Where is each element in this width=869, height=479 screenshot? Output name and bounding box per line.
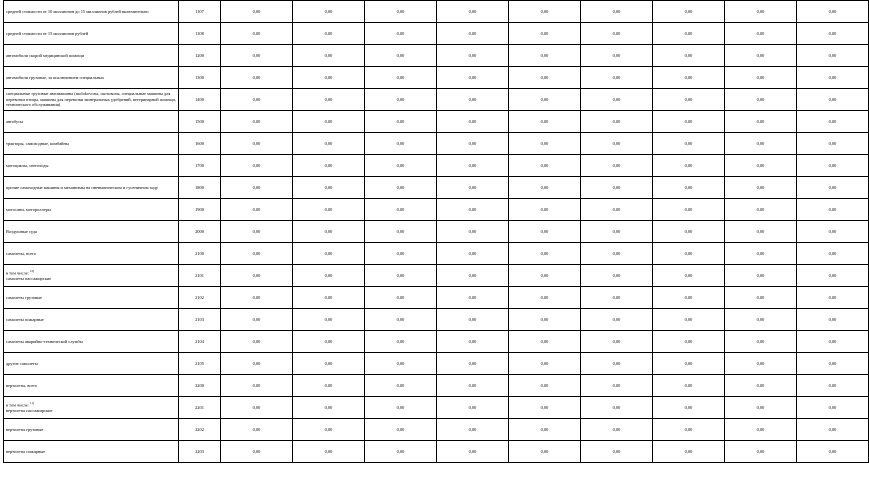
value-cell[interactable]: 0,00 xyxy=(581,309,653,331)
value-cell[interactable]: 0,00 xyxy=(293,331,365,353)
value-cell[interactable]: 0,00 xyxy=(797,265,869,287)
row-label xyxy=(4,397,179,419)
value-cell[interactable]: 0,00 xyxy=(581,1,653,23)
value-cell[interactable]: 0,00 xyxy=(509,441,581,463)
value-cell[interactable]: 0,00 xyxy=(581,199,653,221)
value-cell[interactable]: 0,00 xyxy=(797,111,869,133)
value-cell[interactable]: 0,00 xyxy=(581,111,653,133)
row-label: автобусы xyxy=(4,111,179,133)
value-cell[interactable]: 0,00 xyxy=(653,111,725,133)
value-cell[interactable]: 0,00 xyxy=(797,89,869,111)
value-cell[interactable]: 0,00 xyxy=(509,221,581,243)
value-cell[interactable]: 0,00 xyxy=(725,89,797,111)
value-cell[interactable]: 0,00 xyxy=(221,287,293,309)
value-cell[interactable]: 0,00 xyxy=(221,243,293,265)
value-cell[interactable]: 0,00 xyxy=(437,111,509,133)
footnote-marker: 10) xyxy=(29,268,35,273)
value-cell[interactable]: 0,00 xyxy=(365,199,437,221)
value-cell[interactable]: 0,00 xyxy=(509,133,581,155)
value-cell[interactable]: 0,00 xyxy=(653,1,725,23)
value-cell[interactable]: 0,00 xyxy=(437,375,509,397)
value-cell[interactable]: 0,00 xyxy=(293,287,365,309)
row-code: 2100 xyxy=(179,243,221,265)
value-cell[interactable]: 0,00 xyxy=(221,265,293,287)
row-code: 1107 xyxy=(179,1,221,23)
row-label: самолеты аварийно-технической службы xyxy=(4,331,179,353)
value-cell[interactable]: 0,00 xyxy=(365,265,437,287)
value-cell[interactable]: 0,00 xyxy=(797,23,869,45)
value-cell[interactable]: 0,00 xyxy=(725,419,797,441)
value-cell[interactable]: 0,00 xyxy=(509,331,581,353)
value-cell[interactable]: 0,00 xyxy=(509,155,581,177)
value-cell[interactable]: 0,00 xyxy=(581,331,653,353)
row-label: тракторы, самоходные, комбайны xyxy=(4,133,179,155)
row-code: 2105 xyxy=(179,353,221,375)
value-cell[interactable]: 0,00 xyxy=(437,177,509,199)
table-row xyxy=(4,155,869,177)
value-cell[interactable]: 0,00 xyxy=(581,375,653,397)
value-cell[interactable]: 0,00 xyxy=(293,155,365,177)
value-cell[interactable]: 0,00 xyxy=(437,243,509,265)
value-cell[interactable]: 0,00 xyxy=(653,287,725,309)
value-cell[interactable]: 0,00 xyxy=(653,265,725,287)
value-cell[interactable]: 0,00 xyxy=(653,45,725,67)
value-cell[interactable]: 0,00 xyxy=(221,397,293,419)
value-cell[interactable]: 0,00 xyxy=(797,133,869,155)
value-cell[interactable]: 0,00 xyxy=(293,177,365,199)
value-cell[interactable]: 0,00 xyxy=(509,45,581,67)
table-row xyxy=(4,243,869,265)
value-cell[interactable]: 0,00 xyxy=(293,67,365,89)
row-code: 1900 xyxy=(179,199,221,221)
value-cell[interactable]: 0,00 xyxy=(797,375,869,397)
value-cell[interactable]: 0,00 xyxy=(293,111,365,133)
value-cell[interactable]: 0,00 xyxy=(365,309,437,331)
row-code: 2203 xyxy=(179,441,221,463)
row-label xyxy=(4,265,179,287)
row-code: 1700 xyxy=(179,155,221,177)
row-label: мотосани, мотороллеры xyxy=(4,199,179,221)
row-label: мотоциклы, снегоходы xyxy=(4,155,179,177)
value-cell[interactable]: 0,00 xyxy=(725,243,797,265)
value-cell[interactable]: 0,00 xyxy=(725,23,797,45)
value-cell[interactable]: 0,00 xyxy=(581,89,653,111)
value-cell[interactable]: 0,00 xyxy=(509,1,581,23)
value-cell[interactable]: 0,00 xyxy=(365,1,437,23)
value-cell[interactable]: 0,00 xyxy=(221,375,293,397)
value-cell[interactable]: 0,00 xyxy=(293,419,365,441)
value-cell[interactable]: 0,00 xyxy=(509,177,581,199)
row-label: специальные грузовые автомашины (molokovозы, скотовозы, специальные машины для перевозки птицы, машины для перевозки минеральных удобрений, ветеринарной помощи, технического обслуживания) xyxy=(4,89,179,111)
value-cell[interactable]: 0,00 xyxy=(725,45,797,67)
value-cell[interactable]: 0,00 xyxy=(365,67,437,89)
value-cell[interactable]: 0,00 xyxy=(293,221,365,243)
vehicle-inventory-table xyxy=(3,0,869,463)
row-label: Воздушные суда xyxy=(4,221,179,243)
value-cell[interactable]: 0,00 xyxy=(725,1,797,23)
value-cell[interactable]: 0,00 xyxy=(221,23,293,45)
value-cell[interactable]: 0,00 xyxy=(293,89,365,111)
value-cell[interactable]: 0,00 xyxy=(437,265,509,287)
value-cell[interactable]: 0,00 xyxy=(437,353,509,375)
row-code: 1300 xyxy=(179,67,221,89)
value-cell[interactable]: 0,00 xyxy=(653,331,725,353)
row-label: вертолеты грузовые xyxy=(4,419,179,441)
table-row xyxy=(4,45,869,67)
value-cell[interactable]: 0,00 xyxy=(581,23,653,45)
value-cell[interactable]: 0,00 xyxy=(797,1,869,23)
value-cell[interactable]: 0,00 xyxy=(221,331,293,353)
value-cell[interactable]: 0,00 xyxy=(725,199,797,221)
value-cell[interactable]: 0,00 xyxy=(653,243,725,265)
value-cell[interactable]: 0,00 xyxy=(509,23,581,45)
value-cell[interactable]: 0,00 xyxy=(725,287,797,309)
value-cell[interactable]: 0,00 xyxy=(509,419,581,441)
value-cell[interactable]: 0,00 xyxy=(293,441,365,463)
table-row xyxy=(4,221,869,243)
value-cell[interactable]: 0,00 xyxy=(653,155,725,177)
value-cell[interactable]: 0,00 xyxy=(725,177,797,199)
value-cell[interactable]: 0,00 xyxy=(797,177,869,199)
row-code: 2101 xyxy=(179,265,221,287)
value-cell[interactable]: 0,00 xyxy=(797,309,869,331)
value-cell[interactable]: 0,00 xyxy=(581,265,653,287)
value-cell[interactable]: 0,00 xyxy=(437,133,509,155)
value-cell[interactable]: 0,00 xyxy=(581,287,653,309)
row-label: средней стоимости от 15 миллионов рублей xyxy=(4,23,179,45)
value-cell[interactable]: 0,00 xyxy=(653,89,725,111)
value-cell[interactable]: 0,00 xyxy=(293,397,365,419)
value-cell[interactable]: 0,00 xyxy=(437,199,509,221)
value-cell[interactable]: 0,00 xyxy=(725,133,797,155)
row-code: 2200 xyxy=(179,375,221,397)
value-cell[interactable]: 0,00 xyxy=(797,155,869,177)
value-cell[interactable]: 0,00 xyxy=(221,221,293,243)
value-cell[interactable]: 0,00 xyxy=(221,309,293,331)
value-cell[interactable]: 0,00 xyxy=(437,155,509,177)
value-cell[interactable]: 0,00 xyxy=(509,67,581,89)
value-cell[interactable]: 0,00 xyxy=(293,1,365,23)
value-cell[interactable]: 0,00 xyxy=(797,243,869,265)
value-cell[interactable]: 0,00 xyxy=(581,155,653,177)
table-row xyxy=(4,309,869,331)
value-cell[interactable]: 0,00 xyxy=(365,243,437,265)
table-row xyxy=(4,133,869,155)
table-row xyxy=(4,23,869,45)
row-code: 2000 xyxy=(179,221,221,243)
value-cell[interactable]: 0,00 xyxy=(509,199,581,221)
value-cell[interactable]: 0,00 xyxy=(365,331,437,353)
value-cell[interactable]: 0,00 xyxy=(797,419,869,441)
value-cell[interactable]: 0,00 xyxy=(797,331,869,353)
value-cell[interactable]: 0,00 xyxy=(221,353,293,375)
value-cell[interactable]: 0,00 xyxy=(365,177,437,199)
value-cell[interactable]: 0,00 xyxy=(581,397,653,419)
value-cell[interactable]: 0,00 xyxy=(653,397,725,419)
value-cell[interactable]: 0,00 xyxy=(653,23,725,45)
value-cell[interactable]: 0,00 xyxy=(725,309,797,331)
value-cell[interactable]: 0,00 xyxy=(581,177,653,199)
value-cell[interactable]: 0,00 xyxy=(581,221,653,243)
row-label: автомобили скорой медицинской помощи xyxy=(4,45,179,67)
table-row xyxy=(4,67,869,89)
row-label-line: в том числе: $^{10)}$ xyxy=(6,268,35,276)
value-cell[interactable]: 0,00 xyxy=(725,265,797,287)
row-code: 1108 xyxy=(179,23,221,45)
row-code: 1600 xyxy=(179,133,221,155)
value-cell[interactable]: 0,00 xyxy=(509,89,581,111)
value-cell[interactable]: 0,00 xyxy=(365,375,437,397)
value-cell[interactable]: 0,00 xyxy=(653,133,725,155)
value-cell[interactable]: 0,00 xyxy=(365,397,437,419)
value-cell[interactable]: 0,00 xyxy=(293,199,365,221)
value-cell[interactable]: 0,00 xyxy=(437,419,509,441)
value-cell[interactable]: 0,00 xyxy=(581,353,653,375)
value-cell[interactable]: 0,00 xyxy=(221,199,293,221)
value-cell[interactable]: 0,00 xyxy=(437,1,509,23)
table-row xyxy=(4,1,869,23)
value-cell[interactable]: 0,00 xyxy=(581,45,653,67)
value-cell[interactable]: 0,00 xyxy=(509,309,581,331)
value-cell[interactable]: 0,00 xyxy=(653,353,725,375)
value-cell[interactable]: 0,00 xyxy=(437,287,509,309)
value-cell[interactable]: 0,00 xyxy=(725,67,797,89)
row-code: 1400 xyxy=(179,89,221,111)
value-cell[interactable]: 0,00 xyxy=(437,23,509,45)
value-cell[interactable]: 0,00 xyxy=(221,155,293,177)
table-row xyxy=(4,397,869,419)
value-cell[interactable]: 0,00 xyxy=(581,133,653,155)
row-code: 2102 xyxy=(179,287,221,309)
value-cell[interactable]: 0,00 xyxy=(725,441,797,463)
row-label: другие самолеты xyxy=(4,353,179,375)
value-cell[interactable]: 0,00 xyxy=(581,419,653,441)
row-label: вертолеты, всего xyxy=(4,375,179,397)
value-cell[interactable]: 0,00 xyxy=(221,1,293,23)
value-cell[interactable]: 0,00 xyxy=(221,67,293,89)
value-cell[interactable]: 0,00 xyxy=(509,111,581,133)
value-cell[interactable]: 0,00 xyxy=(653,375,725,397)
row-label: самолеты грузовые xyxy=(4,287,179,309)
value-cell[interactable]: 0,00 xyxy=(509,243,581,265)
value-cell[interactable]: 0,00 xyxy=(365,441,437,463)
table-row xyxy=(4,441,869,463)
value-cell[interactable]: 0,00 xyxy=(653,199,725,221)
value-cell[interactable]: 0,00 xyxy=(653,309,725,331)
value-cell[interactable]: 0,00 xyxy=(221,419,293,441)
value-cell[interactable]: 0,00 xyxy=(725,221,797,243)
table-body xyxy=(4,1,869,463)
value-cell[interactable]: 0,00 xyxy=(797,287,869,309)
row-code: 1200 xyxy=(179,45,221,67)
value-cell[interactable]: 0,00 xyxy=(797,199,869,221)
value-cell[interactable]: 0,00 xyxy=(725,155,797,177)
value-cell[interactable]: 0,00 xyxy=(797,353,869,375)
value-cell[interactable]: 0,00 xyxy=(581,243,653,265)
value-cell[interactable]: 0,00 xyxy=(437,221,509,243)
value-cell[interactable]: 0,00 xyxy=(725,111,797,133)
value-cell[interactable]: 0,00 xyxy=(221,441,293,463)
value-cell[interactable]: 0,00 xyxy=(509,265,581,287)
value-cell[interactable]: 0,00 xyxy=(365,155,437,177)
row-code: 2103 xyxy=(179,309,221,331)
row-code: 2202 xyxy=(179,419,221,441)
row-label: средней стоимости от 10 миллионов до 15 миллионов рублей включительно xyxy=(4,1,179,23)
value-cell[interactable]: 0,00 xyxy=(221,111,293,133)
value-cell[interactable]: 0,00 xyxy=(293,133,365,155)
table-row xyxy=(4,177,869,199)
value-cell[interactable]: 0,00 xyxy=(797,221,869,243)
row-code: 2201 xyxy=(179,397,221,419)
value-cell[interactable]: 0,00 xyxy=(293,23,365,45)
value-cell[interactable]: 0,00 xyxy=(365,89,437,111)
value-cell[interactable]: 0,00 xyxy=(653,177,725,199)
footnote-marker: 11) xyxy=(29,400,35,405)
value-cell[interactable]: 0,00 xyxy=(437,309,509,331)
value-cell[interactable]: 0,00 xyxy=(221,133,293,155)
row-code: 1800 xyxy=(179,177,221,199)
value-cell[interactable]: 0,00 xyxy=(221,89,293,111)
row-label: вертолеты пожарные xyxy=(4,441,179,463)
value-cell[interactable]: 0,00 xyxy=(509,397,581,419)
table-row xyxy=(4,89,869,111)
row-label: самолеты, всего xyxy=(4,243,179,265)
value-cell[interactable]: 0,00 xyxy=(509,353,581,375)
row-label-line: в том числе: $^{11)}$ xyxy=(6,400,35,408)
row-code: 1500 xyxy=(179,111,221,133)
value-cell[interactable]: 0,00 xyxy=(725,397,797,419)
value-cell[interactable]: 0,00 xyxy=(581,441,653,463)
table-row xyxy=(4,111,869,133)
value-cell[interactable]: 0,00 xyxy=(293,265,365,287)
table-row xyxy=(4,331,869,353)
value-cell[interactable]: 0,00 xyxy=(653,221,725,243)
table-row xyxy=(4,199,869,221)
value-cell[interactable]: 0,00 xyxy=(365,111,437,133)
value-cell[interactable]: 0,00 xyxy=(653,441,725,463)
value-cell[interactable]: 0,00 xyxy=(365,23,437,45)
row-code: 2104 xyxy=(179,331,221,353)
value-cell[interactable]: 0,00 xyxy=(221,45,293,67)
value-cell[interactable]: 0,00 xyxy=(509,375,581,397)
value-cell[interactable]: 0,00 xyxy=(293,45,365,67)
row-label-line: самолеты пассажирские xyxy=(6,276,52,282)
table-row xyxy=(4,419,869,441)
row-label: автомобили грузовые, за исключением специальных xyxy=(4,67,179,89)
table-row xyxy=(4,287,869,309)
value-cell[interactable]: 0,00 xyxy=(293,243,365,265)
value-cell[interactable]: 0,00 xyxy=(365,353,437,375)
value-cell[interactable]: 0,00 xyxy=(365,221,437,243)
value-cell[interactable]: 0,00 xyxy=(797,45,869,67)
row-label: прочие самоходные машины и механизмы на пневматическом и гусеничном ходу xyxy=(4,177,179,199)
value-cell[interactable]: 0,00 xyxy=(437,441,509,463)
table-row xyxy=(4,265,869,287)
value-cell[interactable]: 0,00 xyxy=(437,67,509,89)
value-cell[interactable]: 0,00 xyxy=(653,67,725,89)
table-row xyxy=(4,375,869,397)
value-cell[interactable]: 0,00 xyxy=(365,133,437,155)
value-cell[interactable]: 0,00 xyxy=(725,353,797,375)
value-cell[interactable]: 0,00 xyxy=(365,287,437,309)
value-cell[interactable]: 0,00 xyxy=(581,67,653,89)
table-row xyxy=(4,353,869,375)
row-label-line: вертолеты пассажирские xyxy=(6,408,53,414)
value-cell[interactable]: 0,00 xyxy=(365,419,437,441)
value-cell[interactable]: 0,00 xyxy=(725,331,797,353)
value-cell[interactable]: 0,00 xyxy=(725,375,797,397)
value-cell[interactable]: 0,00 xyxy=(509,287,581,309)
value-cell[interactable]: 0,00 xyxy=(797,67,869,89)
value-cell[interactable]: 0,00 xyxy=(293,375,365,397)
row-label: самолеты пожарные xyxy=(4,309,179,331)
value-cell[interactable]: 0,00 xyxy=(653,419,725,441)
value-cell[interactable]: 0,00 xyxy=(437,397,509,419)
value-cell[interactable]: 0,00 xyxy=(797,441,869,463)
value-cell[interactable]: 0,00 xyxy=(437,331,509,353)
value-cell[interactable]: 0,00 xyxy=(437,89,509,111)
value-cell[interactable]: 0,00 xyxy=(221,177,293,199)
value-cell[interactable]: 0,00 xyxy=(293,353,365,375)
value-cell[interactable]: 0,00 xyxy=(365,45,437,67)
value-cell[interactable]: 0,00 xyxy=(437,45,509,67)
value-cell[interactable]: 0,00 xyxy=(293,309,365,331)
value-cell[interactable]: 0,00 xyxy=(797,397,869,419)
